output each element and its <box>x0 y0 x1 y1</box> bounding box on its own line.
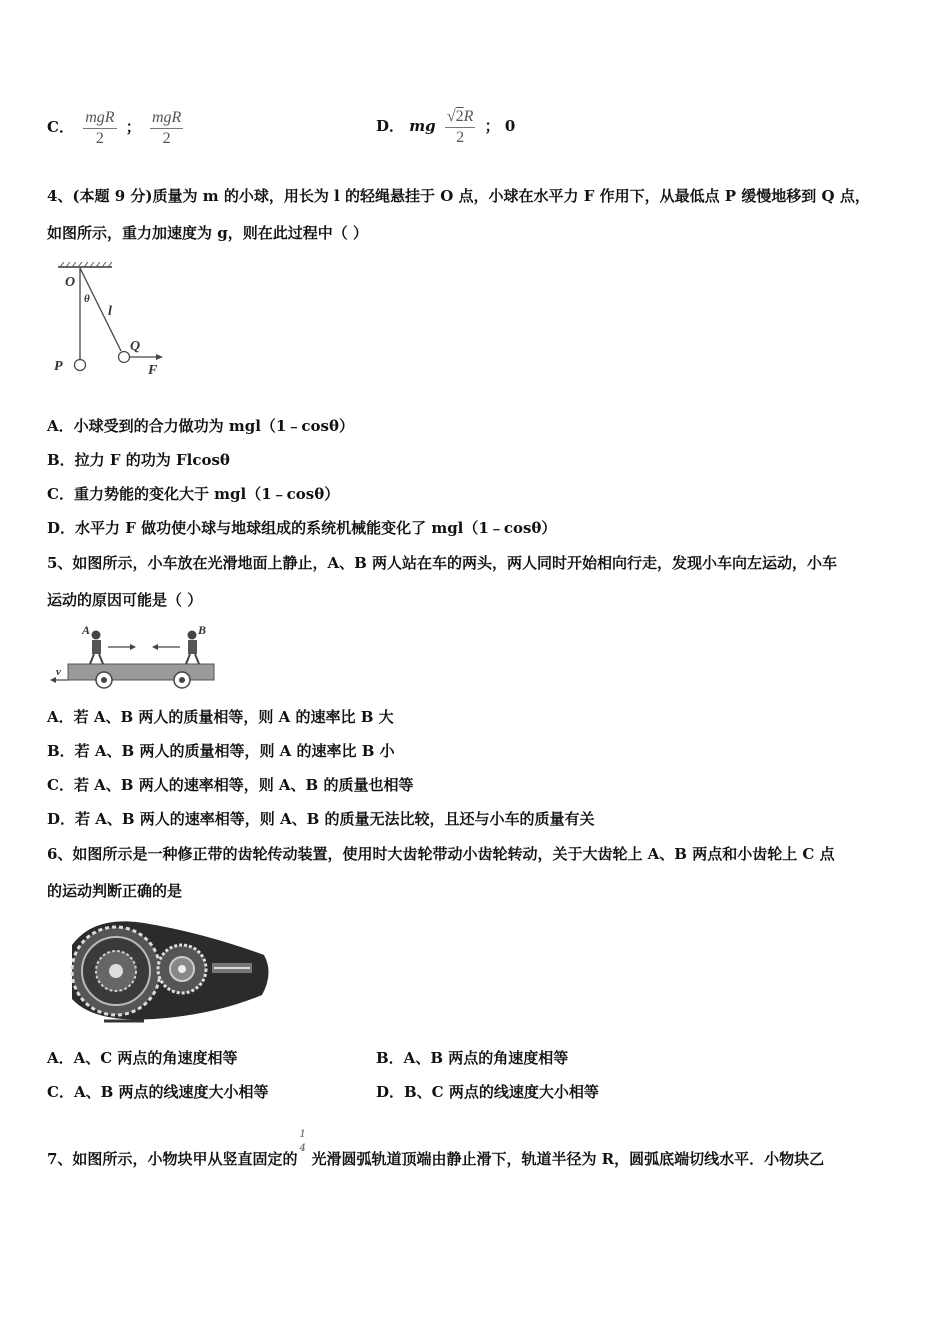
q4-label-f: F <box>148 363 158 378</box>
q6-stem-line-2: 的运动判断正确的是 <box>47 882 183 900</box>
q7-stem-before: 7、如图所示，小物块甲从竖直固定的 <box>47 1150 298 1168</box>
q5-label-a: A <box>82 623 91 637</box>
q3-option-c-separator: ； <box>125 118 141 136</box>
q3-option-c-fraction-1: $\frac{\text{mgR}}{2}$ <box>85 108 115 147</box>
q4-stem-line-2: 如图所示，重力加速度为 g，则在此过程中（ ） <box>47 224 368 242</box>
q4-option-a: A．小球受到的合力做功为 mgl（1﹣cosθ） <box>47 417 354 435</box>
q5-option-a: A．若 A、B 两人的质量相等，则 A 的速率比 B 大 <box>47 708 394 726</box>
q4-option-d: D．水平力 F 做功使小球与地球组成的系统机械能变化了 mgl（1﹣cosθ） <box>47 519 557 537</box>
q4-label-q: Q <box>130 339 141 354</box>
q4-label-l: l <box>108 304 112 319</box>
q6-option-a: A．A、C 两点的角速度相等 <box>47 1049 238 1067</box>
q6-stem-line-1: 6、如图所示是一种修正带的齿轮传动装置，使用时大齿轮带动小齿轮转动，关于大齿轮上 A、B 两点和小齿轮上 C 点 <box>47 845 835 863</box>
q3-option-d-fraction: $\frac{√2R}{2}$ <box>446 107 474 146</box>
q4-pendulum-figure <box>50 262 170 380</box>
q3-option-c-letter: C． <box>47 118 74 136</box>
q5-option-d: D．若 A、B 两人的速率相等，则 A、B 的质量无法比较，且还与小车的质量有关 <box>47 810 595 828</box>
q6-gear-figure <box>64 915 274 1027</box>
q6-option-d: D．B、C 两点的线速度大小相等 <box>376 1083 599 1101</box>
q3-option-d-tail: 0 <box>504 117 516 135</box>
q7-stem-after: 光滑圆弧轨道顶端由静止滑下，轨道半径为 R，圆弧底端切线水平．小物块乙 <box>311 1150 825 1168</box>
q5-option-b: B．若 A、B 两人的质量相等，则 A 的速率比 B 小 <box>47 742 395 760</box>
q6-option-b: B．A、B 两点的角速度相等 <box>376 1049 569 1067</box>
q5-stem-line-1: 5、如图所示，小车放在光滑地面上静止，A、B 两人站在车的两头，两人同时开始相向行走，发现小车向左运动，小车 <box>47 554 837 572</box>
q3-option-d-letter: D． <box>376 117 405 135</box>
q5-label-b: B <box>198 623 207 637</box>
q5-cart-figure <box>50 622 220 692</box>
q5-label-v: v <box>56 666 61 678</box>
q4-label-theta: θ <box>84 293 90 305</box>
q4-option-c: C．重力势能的变化大于 mgl（1﹣cosθ） <box>47 485 340 503</box>
q5-option-c: C．若 A、B 两人的速率相等，则 A、B 的质量也相等 <box>47 776 414 794</box>
q5-stem-line-2: 运动的原因可能是（ ） <box>47 591 203 609</box>
q3-option-d <box>376 102 515 150</box>
q3-option-c-fraction-2: $\frac{\text{mgR}}{2}$ <box>152 108 182 147</box>
q4-stem-line-1: 4、(本题 9 分)质量为 m 的小球，用长为 l 的轻绳悬挂于 O 点，小球在水平力 F 作用下，从最低点 P 缓慢地移到 Q 点， <box>47 187 870 205</box>
q4-label-o: O <box>65 275 76 290</box>
q3-option-d-separator: ； <box>484 117 500 135</box>
q3-option-c <box>47 104 187 150</box>
q6-option-c: C．A、B 两点的线速度大小相等 <box>47 1083 269 1101</box>
q4-label-p: P <box>54 359 63 374</box>
q3-option-d-prefix: mg <box>409 117 436 135</box>
q7-quarter-fraction: 1 4 <box>299 1129 306 1154</box>
q7-stem-line-1 <box>47 1129 825 1169</box>
q4-option-b: B．拉力 F 的功为 Flcosθ <box>47 451 230 469</box>
